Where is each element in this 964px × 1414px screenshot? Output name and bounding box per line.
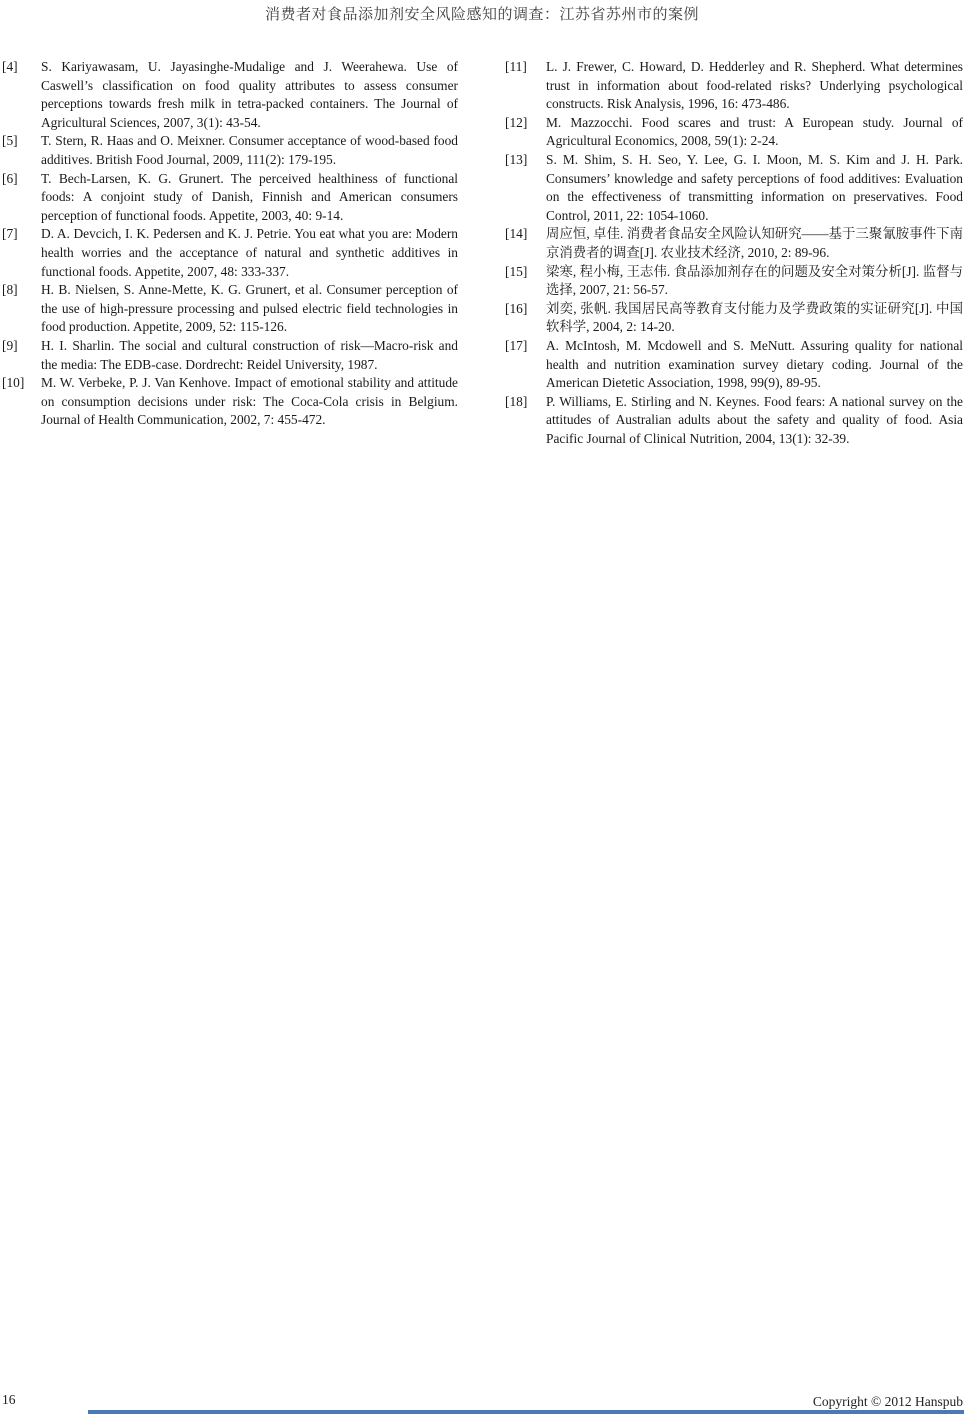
reference-number: [18] bbox=[505, 393, 528, 409]
reference-number: [17] bbox=[505, 337, 528, 353]
reference-text: M. Mazzocchi. Food scares and trust: A European study. Journal of Agricultural Economics, 2008, 59(1): 2-24. bbox=[546, 114, 963, 149]
reference-number: [6] bbox=[2, 170, 18, 186]
reference-item bbox=[505, 393, 963, 449]
reference-list-left-column bbox=[2, 58, 458, 430]
reference-number: [8] bbox=[2, 282, 18, 298]
reference-text: D. A. Devcich, I. K. Pedersen and K. J. Petrie. You eat what you are: Modern health worries and the acceptance of natural and synthetic additives in functional foods. Appetite, 2007, 48: 333-337. bbox=[41, 226, 458, 279]
reference-text: L. J. Frewer, C. Howard, D. Hedderley and R. Shepherd. What determines trust in information about food-related risks? Underlying psychological constructs. Risk Analysis, 1996, 16: 473-486. bbox=[546, 59, 963, 112]
footer-copyright: Copyright © 2012 Hanspub bbox=[812, 1394, 963, 1409]
reference-number: [15] bbox=[505, 263, 528, 279]
reference-item bbox=[505, 263, 963, 300]
reference-number: [10] bbox=[2, 375, 25, 391]
reference-number: [5] bbox=[2, 133, 18, 149]
reference-text: 周应恒, 卓佳. 消费者食品安全风险认知研究——基于三聚氰胺事件下南京消费者的调查[J]. 农业技术经济, 2010, 2: 89-96. bbox=[546, 226, 963, 260]
reference-item bbox=[505, 337, 963, 393]
reference-text: 刘奕, 张帆. 我国居民高等教育支付能力及学费政策的实证研究[J]. 中国软科学, 2004, 2: 14-20. bbox=[546, 300, 963, 335]
reference-text: P. Williams, E. Stirling and N. Keynes. Food fears: A national survey on the attitudes of Australian adults about the safety and quality of food. Asia Pacific Journal of Clinical Nutrition, 2004, 13(1): 32-39. bbox=[546, 393, 963, 446]
reference-item bbox=[505, 225, 963, 262]
reference-item bbox=[2, 132, 458, 169]
reference-item bbox=[505, 114, 963, 151]
reference-text: S. Kariyawasam, U. Jayasinghe-Mudalige and J. Weerahewa. Use of Caswell’s classification on food quality attributes to assess consumer perceptions towards fresh milk in tetra-packed containers. The Journal of Agricultural Sciences, 2007, 3(1): 43-54. bbox=[41, 59, 458, 130]
reference-item bbox=[2, 374, 458, 430]
reference-text: A. McIntosh, M. Mcdowell and S. MeNutt. Assuring quality for national health and nutrition examination survey dietary coding. Journal of the American Dietetic Association, 1998, 99(9), 89-95. bbox=[546, 337, 963, 391]
reference-text: H. B. Nielsen, S. Anne-Mette, K. G. Grunert, et al. Consumer perception of the use of high-pressure processing and pulsed electric field technologies in food production. Appetite, 2009, 52: 115-126. bbox=[41, 282, 458, 335]
reference-text: T. Bech-Larsen, K. G. Grunert. The perceived healthiness of functional foods: A conjoint study of Danish, Finnish and American consumers perception of functional foods. Appetite, 2003, 40: 9-14. bbox=[41, 170, 458, 223]
reference-item bbox=[2, 281, 458, 337]
reference-item bbox=[2, 225, 458, 281]
reference-item bbox=[2, 337, 458, 374]
reference-text: M. W. Verbeke, P. J. Van Kenhove. Impact of emotional stability and attitude on consumption decisions under risk: The Coca-Cola crisis in Belgium. Journal of Health Communication, 2002, 7: 455-472. bbox=[41, 375, 458, 428]
footer-page-number: 16 bbox=[2, 1392, 16, 1407]
reference-text: S. M. Shim, S. H. Seo, Y. Lee, G. I. Moon, M. S. Kim and J. H. Park. Consumers’ knowledge and safety perceptions of food additives: Evaluation on the effectiveness of transmitting information on preservatives. Food Control, 2011, 22: 1054-1060. bbox=[546, 151, 963, 223]
reference-number: [7] bbox=[2, 226, 18, 242]
reference-text: H. I. Sharlin. The social and cultural construction of risk—Macro-risk and the media: The EDB-case. Dordrecht: Reidel University, 1987. bbox=[41, 337, 458, 372]
reference-number: [14] bbox=[505, 226, 528, 242]
reference-number: [9] bbox=[2, 337, 18, 353]
bottom-accent-bar bbox=[88, 1410, 964, 1414]
reference-number: [13] bbox=[505, 151, 528, 167]
reference-item bbox=[2, 58, 458, 132]
reference-list-right-column bbox=[505, 58, 963, 448]
reference-number: [4] bbox=[2, 59, 18, 74]
page-title: 消费者对食品添加剂安全风险感知的调查：江苏省苏州市的案例 bbox=[264, 7, 699, 23]
reference-text: T. Stern, R. Haas and O. Meixner. Consumer acceptance of wood-based food additives. British Food Journal, 2009, 111(2): 179-195. bbox=[41, 133, 458, 167]
reference-number: [12] bbox=[505, 114, 528, 130]
reference-text: 梁寒, 程小梅, 王志伟. 食品添加剂存在的问题及安全对策分析[J]. 监督与选择, 2007, 21: 56-57. bbox=[546, 263, 963, 298]
reference-item bbox=[505, 58, 963, 114]
reference-number: [11] bbox=[505, 59, 527, 74]
reference-item bbox=[505, 300, 963, 337]
reference-item bbox=[2, 170, 458, 226]
reference-item bbox=[505, 151, 963, 225]
reference-number: [16] bbox=[505, 300, 528, 316]
